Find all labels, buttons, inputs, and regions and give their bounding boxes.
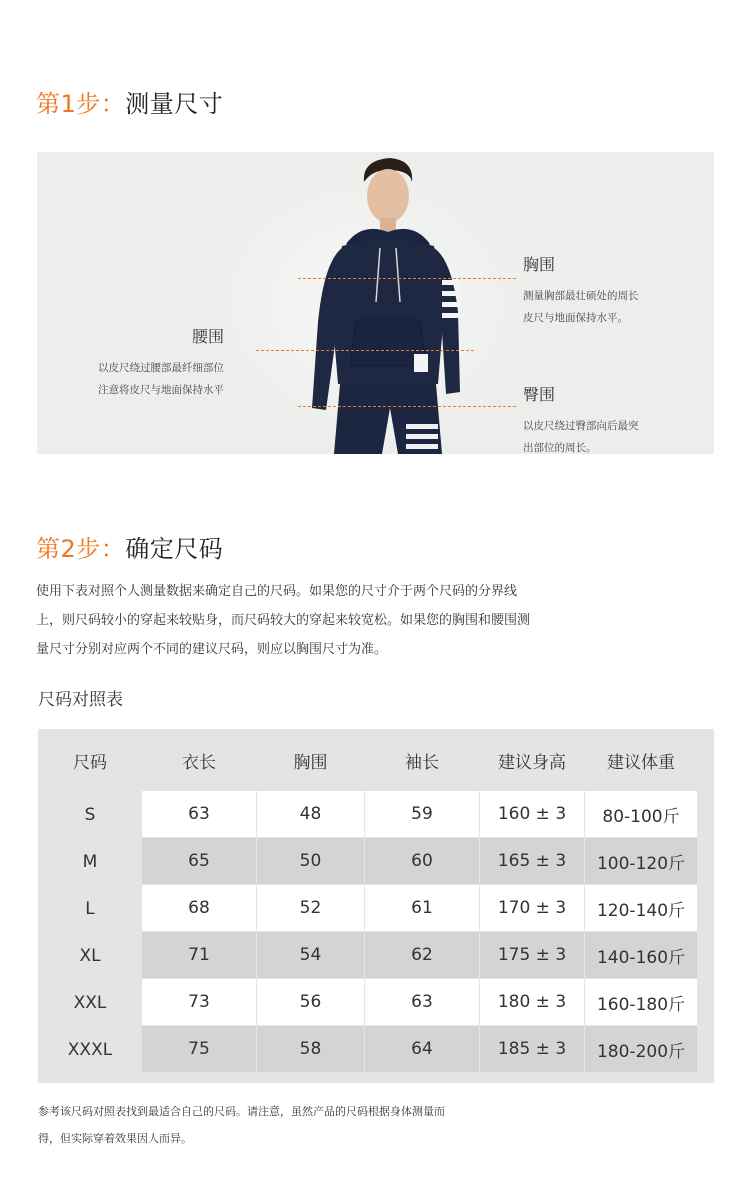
table-cell: 54 <box>257 932 364 978</box>
intro-line-1: 使用下表对照个人测量数据来确定自己的尺码。如果您的尺寸介于两个尺码的分界线 <box>36 584 518 599</box>
waist-callout <box>98 324 224 401</box>
hip-callout-line1: 以皮尺绕过臀部向后最突 <box>523 420 639 432</box>
hip-callout-line2: 出部位的周长。 <box>523 442 597 454</box>
step2-number: 第2步： <box>36 535 126 563</box>
chest-callout-title: 胸围 <box>523 255 556 274</box>
chest-measure-line <box>298 278 516 279</box>
table-cell: 165 ± 3 <box>480 838 584 884</box>
step2-heading <box>36 529 223 564</box>
table-cell: 100-120斤 <box>585 838 697 884</box>
table-header-size: 尺码 <box>73 753 107 773</box>
chest-callout-line1: 测量胸部最壮硕处的周长 <box>523 290 639 302</box>
step1-heading <box>36 84 223 119</box>
table-cell: 140-160斤 <box>585 932 697 978</box>
table-cell: 62 <box>365 932 479 978</box>
table-cell: 71 <box>142 932 256 978</box>
table-cell: 65 <box>142 838 256 884</box>
table-cell: 64 <box>365 1026 479 1072</box>
table-header-chest: 胸围 <box>293 753 328 773</box>
table-row-label: M <box>82 851 98 872</box>
table-cell: 52 <box>257 885 364 931</box>
size-table-title: 尺码对照表 <box>38 690 123 710</box>
table-row-label: L <box>85 898 95 919</box>
footnote-line-2: 得，但实际穿着效果因人而异。 <box>38 1132 192 1145</box>
table-row-label: XXL <box>73 992 107 1013</box>
table-row-label: XXXL <box>67 1039 113 1060</box>
table-cell: 185 ± 3 <box>480 1026 584 1072</box>
waist-callout-title: 腰围 <box>191 327 224 346</box>
table-cell: 120-140斤 <box>585 885 697 931</box>
hip-measure-line <box>298 406 516 407</box>
table-cell: 48 <box>257 791 364 837</box>
table-header-sleeve: 袖长 <box>405 753 439 773</box>
table-cell: 61 <box>365 885 479 931</box>
intro-line-2: 上，则尺码较小的穿起来较贴身，而尺码较大的穿起来较宽松。如果您的胸围和腰围测 <box>36 613 531 628</box>
table-cell: 50 <box>257 838 364 884</box>
table-cell: 60 <box>365 838 479 884</box>
table-cell: 80-100斤 <box>585 791 697 837</box>
hip-callout-title: 臀围 <box>523 385 556 404</box>
footnote <box>38 1098 558 1152</box>
table-header-length: 衣长 <box>182 753 216 773</box>
table-cell: 180 ± 3 <box>480 979 584 1025</box>
hip-callout <box>523 382 639 454</box>
table-cell: 175 ± 3 <box>480 932 584 978</box>
step1-number: 第1步： <box>36 90 126 118</box>
intro-line-3: 量尺寸分别对应两个不同的建议尺码，则应以胸围尺寸为准。 <box>36 642 388 657</box>
table-cell: 63 <box>142 791 256 837</box>
table-header-height: 建议身高 <box>498 753 566 773</box>
table-cell: 56 <box>257 979 364 1025</box>
waist-callout-line2: 注意将皮尺与地面保持水平 <box>98 384 224 396</box>
table-row-label: XL <box>79 945 101 966</box>
table-cell: 59 <box>365 791 479 837</box>
intro-paragraph <box>36 577 636 664</box>
table-cell: 160 ± 3 <box>480 791 584 837</box>
chest-callout <box>523 252 639 329</box>
step1-title: 测量尺寸 <box>125 90 224 118</box>
waist-measure-line <box>256 350 474 351</box>
measurement-photo-panel <box>37 152 714 454</box>
model-in-hoodie-image <box>302 152 482 454</box>
table-cell: 180-200斤 <box>585 1026 697 1072</box>
table-cell: 58 <box>257 1026 364 1072</box>
table-cell: 160-180斤 <box>585 979 697 1025</box>
table-row-label: S <box>84 804 96 825</box>
table-cell: 63 <box>365 979 479 1025</box>
table-header-weight: 建议体重 <box>607 753 675 773</box>
footnote-line-1: 参考该尺码对照表找到最适合自己的尺码。请注意，虽然产品的尺码根据身体测量而 <box>38 1105 445 1118</box>
waist-callout-line1: 以皮尺绕过腰部最纤细部位 <box>98 362 224 374</box>
step2-title: 确定尺码 <box>125 535 224 563</box>
table-cell: 68 <box>142 885 256 931</box>
table-cell: 170 ± 3 <box>480 885 584 931</box>
table-cell: 75 <box>142 1026 256 1072</box>
table-cell: 73 <box>142 979 256 1025</box>
chest-callout-line2: 皮尺与地面保持水平。 <box>523 312 628 324</box>
